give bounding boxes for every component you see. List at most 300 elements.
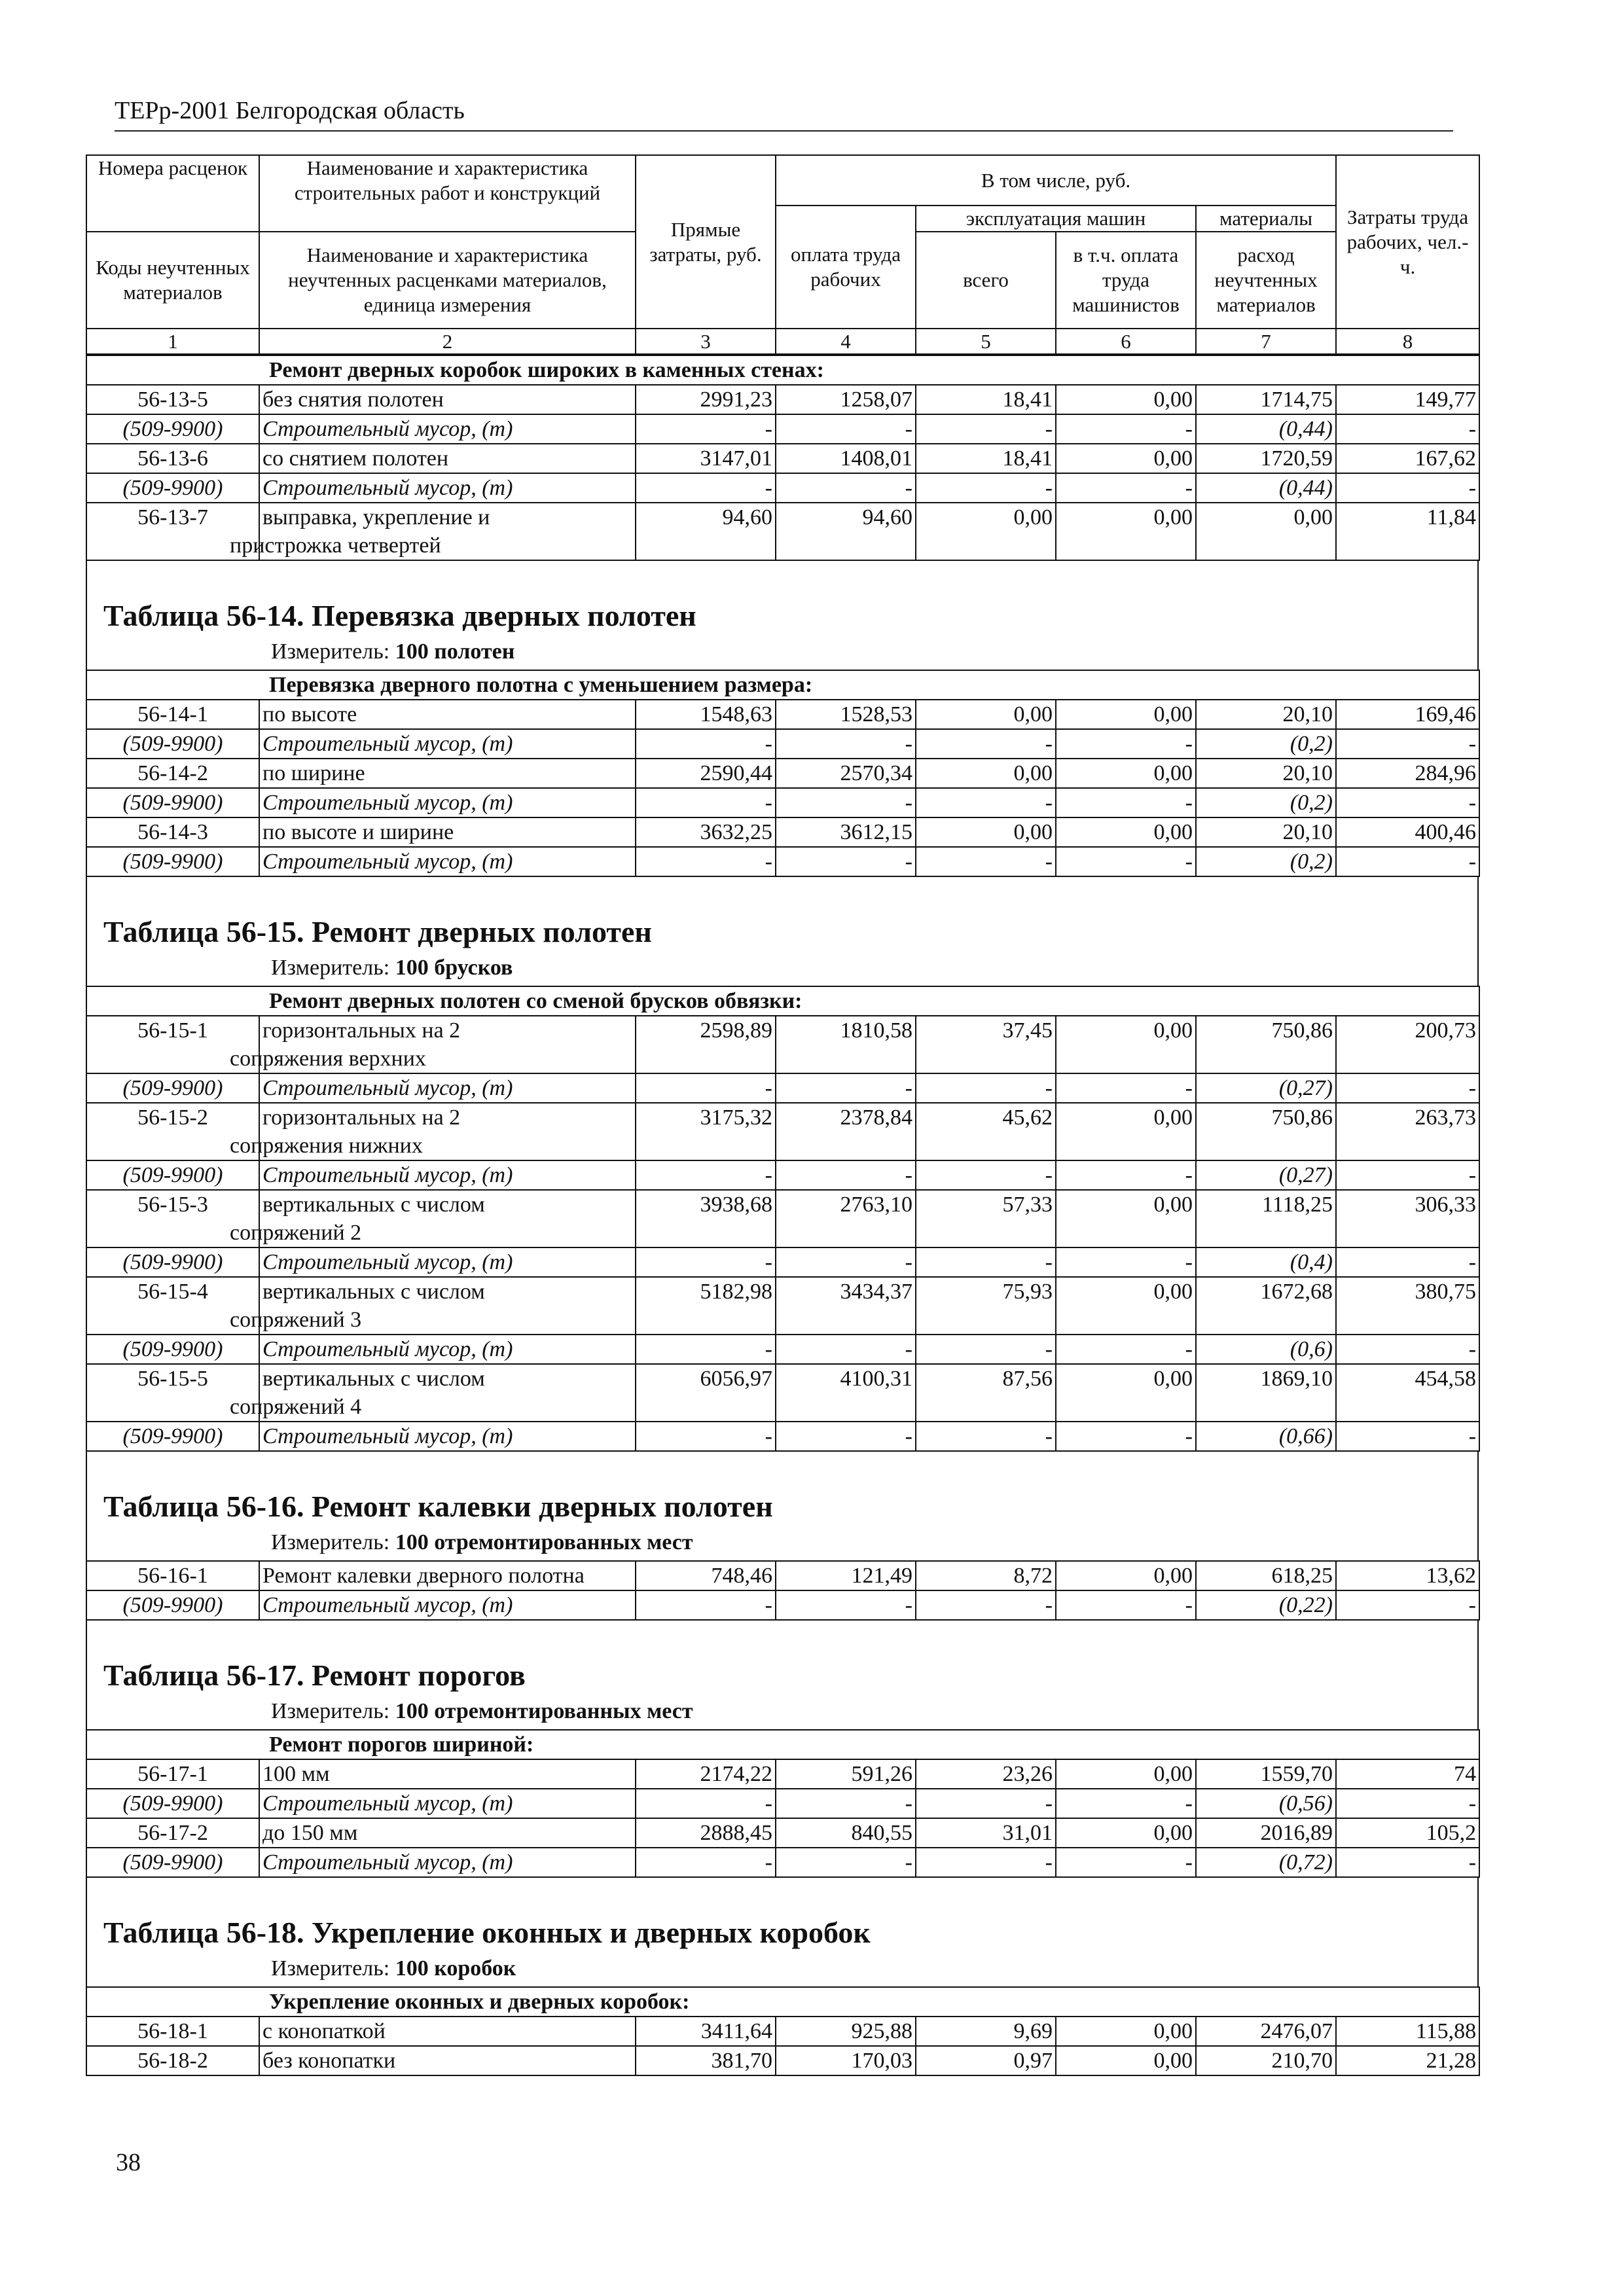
meter-value: 100 полотен [395,639,515,664]
table-title: Таблица 56-15. Ремонт дверных полотен [103,915,652,948]
value-cell: 1258,07 [776,385,916,414]
value-cell: 0,00 [1056,1759,1196,1789]
material-name: Строительный мусор, (т) [259,1848,636,1877]
value-cell: - [1056,1073,1196,1103]
value-cell: 18,41 [916,444,1056,473]
value-cell: - [916,1848,1056,1877]
value-cell: 3175,32 [636,1103,776,1160]
material-name: Строительный мусор, (т) [259,1160,636,1190]
material-code: (509-9900) [86,1848,259,1877]
value-cell: - [776,847,916,876]
value-cell: 11,84 [1336,503,1479,560]
header-labor-pay: оплата труда рабочих [776,206,916,329]
material-row [86,1789,1479,1818]
header-machines: эксплуатация машин [916,206,1196,232]
value-cell: 618,25 [1196,1561,1336,1590]
value-cell: 1720,59 [1196,444,1336,473]
value-cell: - [1336,1335,1479,1364]
value-cell: 3434,37 [776,1277,916,1335]
value-cell: 13,62 [1336,1561,1479,1590]
rate-name-line: без снятия полотен [262,387,444,412]
value-cell: - [636,1848,776,1877]
value-cell: 21,28 [1336,2046,1479,2075]
header-materials-use: расход неучтенных материалов [1196,232,1336,329]
rate-code: 56-16-1 [86,1561,259,1590]
value-cell: 31,01 [916,1818,1056,1848]
rate-name [230,1016,636,1073]
table-heading [86,561,1479,670]
table-sections [86,355,1479,2076]
value-cell: - [916,414,1056,444]
header-rate-numbers: Номера расценок [86,155,259,206]
header-work-name: Наименование и характеристика строительных работ и конструкций [259,155,636,206]
page-number: 38 [116,2149,141,2176]
rate-name-line: вертикальных с числом [262,1280,485,1304]
rate-name-line: 100 мм [262,1762,330,1786]
value-cell: - [1336,473,1479,503]
rate-code: 56-13-5 [86,385,259,414]
rate-row [86,817,1479,847]
rate-name [230,1103,636,1160]
price-table [86,670,1480,877]
header-rule [115,130,1453,132]
rate-row [86,385,1479,414]
value-cell: 2590,44 [636,759,776,788]
value-cell: 0,00 [1056,700,1196,729]
rate-code: 56-17-1 [86,1759,259,1789]
rate-name [259,1759,636,1789]
rate-row [86,1190,1479,1247]
table-meter [271,1529,693,1556]
material-code: (509-9900) [86,473,259,503]
rate-code: 56-15-5 [86,1364,259,1422]
value-cell: 0,00 [1056,385,1196,414]
column-number: 8 [1336,329,1479,354]
value-cell: - [776,1335,916,1364]
table-meter [271,1955,516,1982]
value-cell: 2378,84 [776,1103,916,1160]
value-cell: - [916,847,1056,876]
rate-name-line: без конопатки [262,2049,396,2073]
material-row [86,1422,1479,1451]
value-cell: 8,72 [916,1561,1056,1590]
value-cell: 0,00 [916,817,1056,847]
rate-code: 56-13-7 [86,503,259,560]
value-cell: 5182,98 [636,1277,776,1335]
rate-code: 56-14-1 [86,700,259,729]
rate-code: 56-18-1 [86,2017,259,2046]
value-cell: 20,10 [1196,759,1336,788]
material-code: (509-9900) [86,1422,259,1451]
value-cell: 149,77 [1336,385,1479,414]
rate-name-line: сопряжения нижних [230,1134,423,1158]
rate-name-line: с конопаткой [262,2019,386,2043]
price-tables [86,154,1479,2076]
value-cell: - [916,1247,1056,1277]
header-machines-total: всего [916,232,1056,329]
value-cell: 840,55 [776,1818,916,1848]
value-cell: - [1336,1789,1479,1818]
value-cell: (0,6) [1196,1335,1336,1364]
subheading-row [86,986,1479,1016]
value-cell: - [1056,1590,1196,1620]
column-number: 2 [259,329,636,354]
material-name: Строительный мусор, (т) [259,1590,636,1620]
value-cell: 0,00 [1056,1016,1196,1073]
value-cell: 1408,01 [776,444,916,473]
material-name: Строительный мусор, (т) [259,1422,636,1451]
value-cell: 170,03 [776,2046,916,2075]
value-cell: (0,66) [1196,1422,1336,1451]
value-cell: - [1056,1422,1196,1451]
material-row [86,1590,1479,1620]
table-subheading: Ремонт порогов шириной: [86,1730,1479,1759]
value-cell: 105,2 [1336,1818,1479,1848]
rate-name [230,1190,636,1247]
header-rate-numbers-cont [86,206,259,232]
table-meter [271,954,513,982]
table-heading [86,1621,1479,1729]
rate-name-line: вертикальных с числом [262,1193,485,1217]
value-cell: 45,62 [916,1103,1056,1160]
value-cell: 18,41 [916,385,1056,414]
value-cell: 0,00 [1056,1190,1196,1247]
value-cell: - [776,788,916,817]
value-cell: (0,2) [1196,788,1336,817]
value-cell: 0,00 [1056,444,1196,473]
value-cell: - [636,473,776,503]
rate-name [259,2046,636,2075]
value-cell: 121,49 [776,1561,916,1590]
table-meter [271,1698,693,1725]
price-table [86,355,1480,561]
value-cell: - [1336,414,1479,444]
value-cell: 75,93 [916,1277,1056,1335]
rate-name-line: по ширине [262,761,365,785]
rate-name-line: Ремонт калевки дверного полотна [262,1564,585,1588]
value-cell: 0,00 [1056,1818,1196,1848]
value-cell: 167,62 [1336,444,1479,473]
rate-name-line: по высоте [262,702,357,726]
value-cell: 0,97 [916,2046,1056,2075]
meter-label: Измеритель: [271,1530,390,1554]
rate-row [86,1103,1479,1160]
rate-name-line: со снятием полотен [262,446,449,471]
value-cell: - [1056,473,1196,503]
value-cell: 2174,22 [636,1759,776,1789]
rate-name [259,444,636,473]
value-cell: 0,00 [916,759,1056,788]
rate-row [86,2046,1479,2075]
material-code: (509-9900) [86,1073,259,1103]
value-cell: (0,27) [1196,1073,1336,1103]
material-name: Строительный мусор, (т) [259,729,636,759]
value-cell: 94,60 [636,503,776,560]
rate-name [259,2017,636,2046]
value-cell: - [636,729,776,759]
value-cell: - [1336,788,1479,817]
value-cell: 6056,97 [636,1364,776,1422]
material-name: Строительный мусор, (т) [259,1073,636,1103]
subheading-row [86,1730,1479,1759]
rate-row [86,444,1479,473]
value-cell: (0,72) [1196,1848,1336,1877]
value-cell: - [1336,1247,1479,1277]
table-title: Таблица 56-18. Укрепление оконных и дверных коробок [103,1916,871,1949]
value-cell: - [1336,1848,1479,1877]
value-cell: - [776,1422,916,1451]
value-cell: 750,86 [1196,1103,1336,1160]
value-cell: 2016,89 [1196,1818,1336,1848]
value-cell: 2888,45 [636,1818,776,1848]
value-cell: - [1056,1789,1196,1818]
table-meter [271,638,514,666]
rate-name [259,817,636,847]
material-code: (509-9900) [86,1160,259,1190]
meter-value: 100 отремонтированных мест [395,1530,693,1554]
rate-name-line: вертикальных с числом [262,1367,485,1391]
value-cell: - [636,847,776,876]
rate-code: 56-15-4 [86,1277,259,1335]
value-cell: - [1336,1422,1479,1451]
value-cell: 1559,70 [1196,1759,1336,1789]
price-table [86,1729,1480,1878]
value-cell: - [636,1422,776,1451]
header-material-names: Наименование и характеристика неучтенных расценками материалов, единица измерения [259,232,636,329]
value-cell: 200,73 [1336,1016,1479,1073]
value-cell: - [1336,1073,1479,1103]
value-cell: 0,00 [916,503,1056,560]
value-cell: - [636,788,776,817]
subheading-row [86,1987,1479,2017]
value-cell: 381,70 [636,2046,776,2075]
value-cell: - [636,1073,776,1103]
rate-row [86,1364,1479,1422]
rate-name [259,1818,636,1848]
value-cell: 3411,64 [636,2017,776,2046]
column-number: 7 [1196,329,1336,354]
header-work-name-cont [259,206,636,232]
value-cell: 1548,63 [636,700,776,729]
subheading-row [86,670,1479,700]
header-machines-operator-pay: в т.ч. оплата труда машинистов [1056,232,1196,329]
value-cell: (0,56) [1196,1789,1336,1818]
rate-name [259,1561,636,1590]
value-cell: - [636,1590,776,1620]
value-cell: 306,33 [1336,1190,1479,1247]
value-cell: - [1056,729,1196,759]
rate-code: 56-15-1 [86,1016,259,1073]
table-title: Таблица 56-16. Ремонт калевки дверных полотен [103,1490,773,1523]
value-cell: 3612,15 [776,817,916,847]
value-cell: - [1056,1247,1196,1277]
value-cell: - [776,414,916,444]
value-cell: - [636,1247,776,1277]
value-cell: - [1336,729,1479,759]
material-name: Строительный мусор, (т) [259,1335,636,1364]
table-heading [86,877,1479,986]
value-cell: (0,44) [1196,414,1336,444]
value-cell: - [1056,414,1196,444]
column-number-row [86,329,1479,354]
meter-label: Измеритель: [271,1956,390,1981]
header-in-total: В том числе, руб. [776,155,1336,206]
value-cell: 0,00 [1056,817,1196,847]
material-code: (509-9900) [86,1247,259,1277]
rate-code: 56-18-2 [86,2046,259,2075]
rate-row [86,759,1479,788]
value-cell: - [776,729,916,759]
material-row [86,729,1479,759]
value-cell: 3147,01 [636,444,776,473]
rate-code: 56-13-6 [86,444,259,473]
table-subheading: Ремонт дверных коробок широких в каменных стенах: [86,355,1479,385]
material-row [86,1335,1479,1364]
value-cell: - [636,414,776,444]
value-cell: 2570,34 [776,759,916,788]
rate-name-line: сопряжения верхних [230,1047,426,1071]
value-cell: - [1336,1590,1479,1620]
value-cell: 0,00 [1056,2046,1196,2075]
meter-value: 100 отремонтированных мест [395,1699,693,1723]
value-cell: (0,27) [1196,1160,1336,1190]
rate-name-line: горизонтальных на 2 [262,1105,461,1130]
value-cell: (0,2) [1196,847,1336,876]
rate-name-line: сопряжений 4 [230,1395,362,1419]
value-cell: 591,26 [776,1759,916,1789]
column-number: 5 [916,329,1056,354]
header-labor-costs: Затраты труда рабочих, чел.-ч. [1336,155,1479,329]
value-cell: 380,75 [1336,1277,1479,1335]
meter-label: Измеритель: [271,1699,390,1723]
material-name: Строительный мусор, (т) [259,414,636,444]
value-cell: - [636,1789,776,1818]
value-cell: - [1056,788,1196,817]
value-cell: - [1056,1335,1196,1364]
value-cell: (0,2) [1196,729,1336,759]
value-cell: 750,86 [1196,1016,1336,1073]
column-number: 1 [86,329,259,354]
value-cell: - [776,1073,916,1103]
value-cell: 0,00 [1056,1103,1196,1160]
value-cell: - [916,1590,1056,1620]
table-heading [86,1878,1479,1986]
material-row [86,788,1479,817]
rate-code: 56-15-3 [86,1190,259,1247]
value-cell: 2991,23 [636,385,776,414]
header-direct-costs: Прямые затраты, руб. [636,155,776,329]
value-cell: 20,10 [1196,700,1336,729]
value-cell: - [636,1160,776,1190]
value-cell: - [776,473,916,503]
material-code: (509-9900) [86,847,259,876]
value-cell: 94,60 [776,503,916,560]
value-cell: (0,4) [1196,1247,1336,1277]
value-cell: - [776,1789,916,1818]
value-cell: 0,00 [916,700,1056,729]
value-cell: 0,00 [1056,1561,1196,1590]
value-cell: 169,46 [1336,700,1479,729]
value-cell: 2476,07 [1196,2017,1336,2046]
table-title: Таблица 56-17. Ремонт порогов [103,1659,526,1692]
material-row [86,473,1479,503]
material-code: (509-9900) [86,1335,259,1364]
value-cell: 400,46 [1336,817,1479,847]
material-row [86,1073,1479,1103]
value-cell: 4100,31 [776,1364,916,1422]
value-cell: - [916,1422,1056,1451]
value-cell: - [916,788,1056,817]
material-name: Строительный мусор, (т) [259,1247,636,1277]
material-row [86,414,1479,444]
value-cell: 0,00 [1056,1364,1196,1422]
meter-value: 100 коробок [395,1956,516,1981]
value-cell: - [916,1789,1056,1818]
value-cell: - [776,1160,916,1190]
rate-row [86,700,1479,729]
rate-name [259,759,636,788]
column-number: 3 [636,329,776,354]
rate-row [86,1818,1479,1848]
column-number: 4 [776,329,916,354]
rate-row [86,2017,1479,2046]
value-cell: 74 [1336,1759,1479,1789]
value-cell: 37,45 [916,1016,1056,1073]
value-cell: - [776,1247,916,1277]
price-table [86,986,1480,1452]
rate-name-line: сопряжений 3 [230,1308,362,1332]
value-cell: 263,73 [1336,1103,1479,1160]
rate-name-line: сопряжений 2 [230,1221,362,1245]
value-cell: 0,00 [1056,1277,1196,1335]
value-cell: - [916,1335,1056,1364]
value-cell: - [1056,847,1196,876]
value-cell: 9,69 [916,2017,1056,2046]
material-name: Строительный мусор, (т) [259,473,636,503]
rate-row [86,503,1479,560]
rate-name [230,1277,636,1335]
value-cell: 0,00 [1056,503,1196,560]
subheading-row [86,355,1479,385]
rate-name [259,385,636,414]
value-cell: 925,88 [776,2017,916,2046]
value-cell: 1672,68 [1196,1277,1336,1335]
rate-code: 56-14-3 [86,817,259,847]
value-cell: 23,26 [916,1759,1056,1789]
rate-name-line: до 150 мм [262,1821,358,1845]
value-cell: 57,33 [916,1190,1056,1247]
value-cell: 2763,10 [776,1190,916,1247]
price-table [86,1560,1480,1621]
material-code: (509-9900) [86,414,259,444]
rate-name-line: выправка, укрепление и [262,505,490,529]
rate-code: 56-15-2 [86,1103,259,1160]
value-cell: 748,46 [636,1561,776,1590]
rate-code: 56-14-2 [86,759,259,788]
material-name: Строительный мусор, (т) [259,847,636,876]
header-materials: материалы [1196,206,1336,232]
value-cell: - [636,1335,776,1364]
value-cell: 0,00 [1056,759,1196,788]
value-cell: (0,22) [1196,1590,1336,1620]
meter-value: 100 брусков [395,956,513,980]
material-name: Строительный мусор, (т) [259,1789,636,1818]
value-cell: 210,70 [1196,2046,1336,2075]
value-cell: 1118,25 [1196,1190,1336,1247]
material-code: (509-9900) [86,1789,259,1818]
value-cell: 0,00 [1056,2017,1196,2046]
table-subheading: Перевязка дверного полотна с уменьшением размера: [86,670,1479,700]
